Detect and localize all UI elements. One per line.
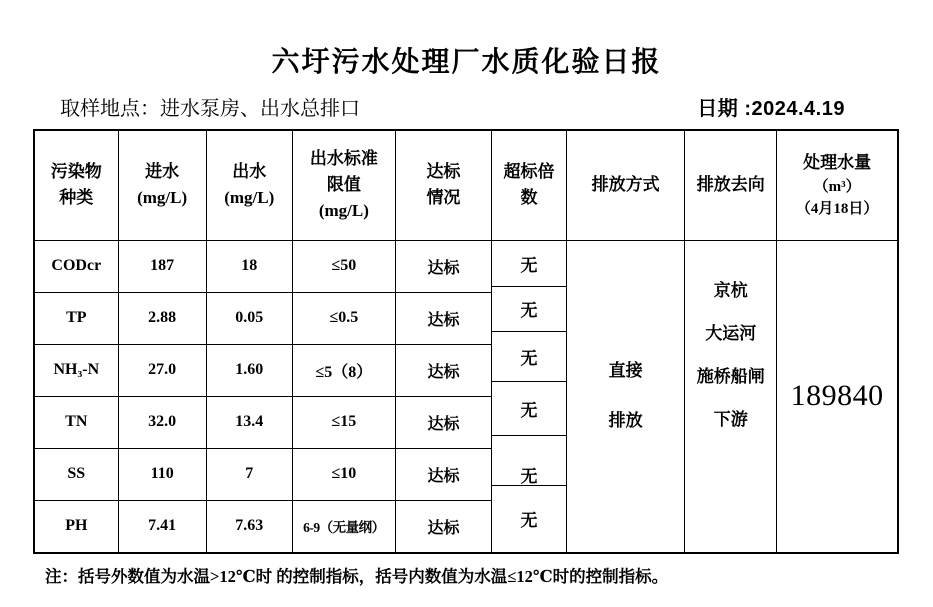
text-line: (mg/L) (137, 188, 188, 208)
cell-exceed: 无 (492, 241, 566, 287)
cell-exceed: 无 (492, 287, 566, 332)
text-line: 出水标准 (309, 148, 378, 168)
cell-limit: ≤15 (292, 396, 395, 448)
cell-compliance: 达标 (395, 448, 491, 500)
col-header-limit (292, 130, 395, 240)
cell-outflow: 7.63 (206, 500, 292, 552)
page-title: 六圩污水处理厂水质化验日报 (271, 47, 662, 78)
cell-inflow: 7.41 (118, 500, 206, 552)
cell-exceed: 无 (492, 382, 566, 436)
cell-compliance: 达标 (395, 396, 491, 448)
cell-inflow: 27.0 (118, 344, 206, 396)
cell-outflow: 7 (206, 448, 292, 500)
header-row (34, 130, 898, 240)
discharge-method-text (567, 346, 684, 446)
exceed-column (492, 240, 567, 553)
cell-inflow: 110 (118, 448, 206, 500)
cell-limit: ≤0.5 (292, 292, 395, 344)
text-line: （m³） (813, 178, 861, 195)
text-line: 出水 (232, 161, 267, 181)
text-line: 进水 (145, 161, 180, 181)
cell-limit: ≤10 (292, 448, 395, 500)
col-header-treated-volume (777, 130, 898, 240)
exceed-grid (492, 241, 566, 552)
cell-discharge-method (567, 240, 685, 553)
cell-pollutant: PH (34, 500, 118, 552)
col-header-discharge-method: 排放方式 (567, 130, 685, 240)
col-header-exceed (492, 130, 567, 240)
cell-pollutant: TP (34, 292, 118, 344)
text-line: 种类 (59, 188, 94, 208)
text-line: 排放 (608, 411, 643, 430)
cell-outflow: 13.4 (206, 396, 292, 448)
cell-pollutant: CODcr (34, 240, 118, 292)
cell-compliance: 达标 (395, 240, 491, 292)
cell-exceed: 无 (492, 332, 566, 382)
cell-inflow: 2.88 (118, 292, 206, 344)
cell-inflow: 32.0 (118, 396, 206, 448)
cell-outflow: 18 (206, 240, 292, 292)
cell-outflow: 0.05 (206, 292, 292, 344)
footnote: 注：括号外数值为水温>12℃时 的控制指标，括号内数值为水温≤12℃时的控制指标。 (45, 566, 669, 586)
cell-compliance: 达标 (395, 500, 491, 552)
text-line: 大运河 (705, 324, 757, 343)
sampling-location: 取样地点：进水泵房、出水总排口 (60, 98, 360, 120)
water-quality-table (33, 129, 899, 554)
cell-compliance: 达标 (395, 344, 491, 396)
col-header-compliance (395, 130, 491, 240)
cell-limit: ≤50 (292, 240, 395, 292)
text-line: 处理水量 (803, 152, 872, 172)
text-line: 施桥船闸 (696, 367, 765, 386)
cell-pollutant: NH₃-N (34, 344, 118, 396)
text-line: 限值 (326, 175, 361, 195)
text-line: 下游 (713, 410, 748, 429)
discharge-destination-text (685, 269, 776, 441)
text-line: (mg/L) (224, 188, 275, 208)
text-line: 污染物 (50, 161, 102, 181)
text-line: (mg/L) (318, 201, 369, 221)
table-row (34, 240, 898, 292)
cell-exceed: 无 (520, 511, 538, 530)
text-line: 京杭 (713, 281, 748, 300)
cell-treated-volume: 189840 (777, 240, 898, 553)
col-header-discharge-destination: 排放去向 (685, 130, 777, 240)
cell-inflow: 187 (118, 240, 206, 292)
cell-discharge-destination (685, 240, 777, 553)
col-header-outflow (206, 130, 292, 240)
col-header-pollutant (34, 130, 118, 240)
subheader (60, 92, 845, 121)
cell-compliance: 达标 (395, 292, 491, 344)
cell-outflow: 1.60 (206, 344, 292, 396)
report-date: 日期 :2024.4.19 (697, 98, 845, 120)
text-line: 情况 (426, 188, 461, 208)
cell-pollutant: SS (34, 448, 118, 500)
cell-limit: 6-9（无量纲） (292, 500, 395, 552)
text-line: 超标倍 (503, 161, 555, 181)
text-line: 数 (520, 188, 538, 208)
text-line: （4月18日） (795, 201, 879, 218)
text-line: 达标 (426, 161, 461, 181)
cell-limit: ≤5（8） (292, 344, 395, 396)
col-header-inflow (118, 130, 206, 240)
cell-exceed: 无 (492, 436, 566, 486)
cell-pollutant: TN (34, 396, 118, 448)
text-line: 直接 (608, 361, 643, 380)
